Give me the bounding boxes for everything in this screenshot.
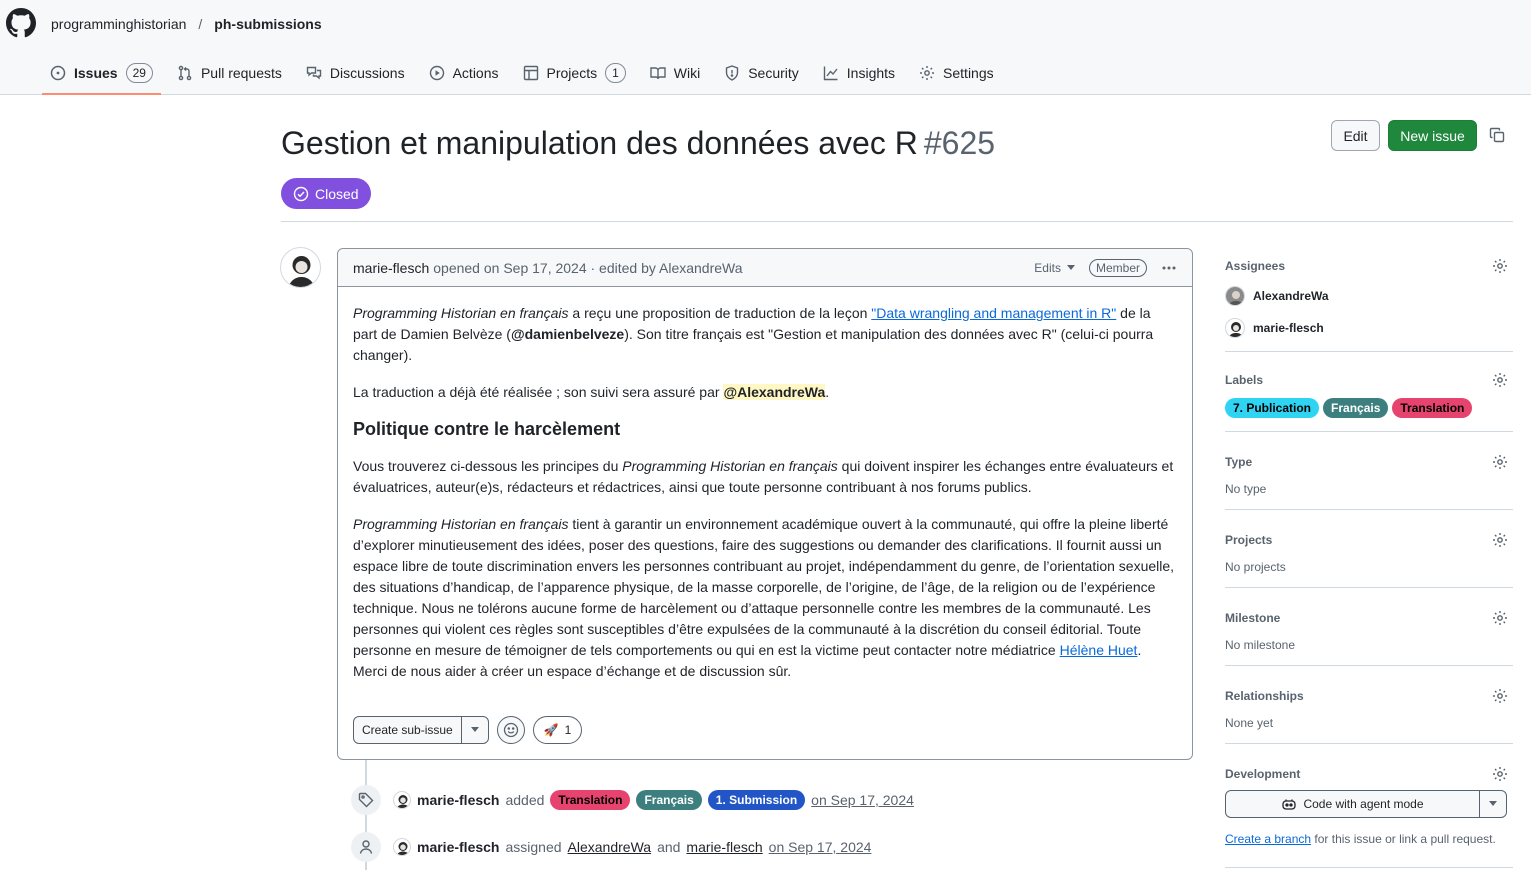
projects-value: No projects xyxy=(1225,560,1286,574)
repo-nav-tabs xyxy=(42,56,1010,94)
user-mention[interactable]: @AlexandreWa xyxy=(723,384,826,400)
timeline-author-link[interactable]: marie-flesch xyxy=(417,839,500,855)
comment-paragraph xyxy=(353,303,1177,366)
paragraph-text: Vous trouverez ci-dessous les principes du xyxy=(353,458,623,474)
comment-author-link[interactable]: marie-flesch xyxy=(353,259,430,276)
relationships-title: Relationships xyxy=(1225,689,1304,703)
label-submission[interactable]: 1. Submission xyxy=(708,790,805,810)
tab-settings[interactable] xyxy=(911,56,1002,90)
comment-meta: opened on Sep 17, 2024 · edited by AlexandreWa xyxy=(433,259,743,276)
emphasis-text: Programming Historian en français xyxy=(353,516,569,532)
triangle-down-icon xyxy=(1489,801,1497,807)
timeline-event-labeled xyxy=(351,785,914,815)
timeline-action: added xyxy=(505,792,545,808)
paragraph-text: a reçu une proposition de traduction de la leçon xyxy=(568,305,872,321)
sidebar-label-list xyxy=(1225,398,1513,418)
sidebar-section-header xyxy=(1225,454,1513,470)
label-translation[interactable]: Translation xyxy=(1392,398,1472,418)
book-icon xyxy=(650,65,666,81)
assignee-name: AlexandreWa xyxy=(1253,289,1329,303)
label-francais[interactable]: Français xyxy=(1323,398,1388,418)
gear-icon[interactable] xyxy=(1492,532,1508,548)
type-title: Type xyxy=(1225,455,1253,469)
rocket-reaction-button[interactable] xyxy=(533,716,583,744)
triangle-down-icon xyxy=(471,727,479,733)
comment-heading: Politique contre le harcèlement xyxy=(353,419,621,439)
timeline-author-link[interactable]: marie-flesch xyxy=(417,792,500,808)
sidebar-section-header xyxy=(1225,766,1513,782)
copy-icon[interactable] xyxy=(1489,127,1505,143)
repo-header xyxy=(0,0,1531,95)
lesson-link[interactable]: "Data wrangling and management in R" xyxy=(871,305,1117,321)
paragraph-text: qui doivent inspirer les échanges entre évaluateurs et évaluatrices, auteur(e)s, rédacteurs et rédactrices, ainsi que toute personne contribuant à nos forums publics. xyxy=(353,458,1174,495)
repo-owner-link[interactable]: programminghistorian xyxy=(51,16,187,32)
issue-opened-icon xyxy=(50,65,66,81)
code-with-agent-menu-button[interactable] xyxy=(1480,791,1506,817)
label-francais[interactable]: Français xyxy=(636,790,701,810)
development-note xyxy=(1225,832,1513,846)
assignee-link[interactable]: marie-flesch xyxy=(686,839,763,855)
projects-count-badge: 1 xyxy=(605,63,626,83)
person-icon xyxy=(358,839,374,855)
avatar[interactable] xyxy=(393,838,411,856)
check-circle-icon xyxy=(293,186,309,202)
avatar xyxy=(1225,318,1245,338)
triangle-down-icon xyxy=(1067,265,1075,271)
gear-icon[interactable] xyxy=(1492,372,1508,388)
issue-state-badge xyxy=(281,178,371,209)
tab-security[interactable] xyxy=(716,56,807,90)
timeline-date-link[interactable]: on Sep 17, 2024 xyxy=(768,839,872,855)
comment-body xyxy=(338,287,1192,714)
gear-icon xyxy=(919,65,935,81)
tab-wiki-label: Wiki xyxy=(673,65,701,81)
tab-projects[interactable] xyxy=(515,56,634,90)
sidebar-assignee[interactable] xyxy=(1225,318,1513,338)
emphasis-text: Programming Historian en français xyxy=(622,458,838,474)
mediator-link[interactable]: Hélène Huet xyxy=(1059,642,1138,658)
sidebar-section-header xyxy=(1225,688,1513,704)
sidebar-assignee[interactable] xyxy=(1225,286,1513,306)
comment-paragraph xyxy=(353,514,1177,682)
relationships-value: None yet xyxy=(1225,716,1274,730)
tab-actions-label: Actions xyxy=(452,65,499,81)
breadcrumb xyxy=(51,16,322,32)
tab-pull-requests-label: Pull requests xyxy=(200,65,282,81)
kebab-horizontal-icon[interactable] xyxy=(1161,260,1177,276)
labels-title: Labels xyxy=(1225,373,1264,387)
member-badge: Member xyxy=(1089,259,1147,277)
copilot-icon xyxy=(1281,797,1297,811)
github-logo-icon[interactable] xyxy=(6,8,36,38)
gear-icon[interactable] xyxy=(1492,610,1508,626)
code-with-agent-label: Code with agent mode xyxy=(1303,797,1424,811)
title-divider xyxy=(281,221,1513,222)
issue-body-comment xyxy=(337,248,1193,760)
type-value: No type xyxy=(1225,482,1267,496)
create-sub-issue-menu-button[interactable] xyxy=(462,717,488,743)
timeline-badge xyxy=(351,785,381,815)
avatar[interactable] xyxy=(393,791,411,809)
paragraph-text: . xyxy=(825,384,830,400)
label-publication[interactable]: 7. Publication xyxy=(1225,398,1319,418)
sidebar-section-header xyxy=(1225,258,1513,274)
edit-title-button[interactable]: Edit xyxy=(1331,120,1380,151)
issue-title-text: Gestion et manipulation des données avec R xyxy=(281,125,918,161)
issue-sidebar xyxy=(1225,248,1513,868)
projects-title: Projects xyxy=(1225,533,1273,547)
sidebar-labels xyxy=(1225,352,1513,432)
comment-actions xyxy=(353,716,582,744)
sidebar-milestone xyxy=(1225,588,1513,666)
create-branch-link[interactable]: Create a branch xyxy=(1225,832,1312,846)
sidebar-section-header xyxy=(1225,372,1513,388)
rocket-icon: 🚀 xyxy=(543,723,559,737)
sidebar-assignees xyxy=(1225,248,1513,352)
gear-icon[interactable] xyxy=(1492,688,1508,704)
development-title: Development xyxy=(1225,767,1301,781)
git-pull-request-icon xyxy=(177,65,193,81)
graph-icon xyxy=(823,65,839,81)
tab-actions[interactable] xyxy=(421,56,507,90)
tab-issues-label: Issues xyxy=(74,65,118,81)
sidebar-relationships xyxy=(1225,666,1513,744)
paragraph-text: de la part de Damien Belvèze ( xyxy=(353,305,1151,342)
paragraph-text: tient à garantir un environnement académique ouvert à la communauté, qui offre la pleine liberté d’explorer minutieusement des idées, poser des questions, faire des suggestions ou demander des clarifications. Il fournit aussi un espace libre de toute discrimination envers les personnes contribuant au projet, indépendamment du genre, de l’orientation sexuelle, des situations d’handicap, de l’apparence physique, de la masse corporelle, de l’origine, de l’âge, de la religion ou de l’expérience technique. Nous ne tolérons aucune forme de harcèlement ou d’attaque personnelle contre les membres de la communauté. Les personnes qui violent ces règles sont susceptibles d’être expulsées de la communauté à la discrétion du conseil éditorial. Toute personne en mesure de témoigner de tels comportements ou qui en est la victime peut contacter notre médiatrice xyxy=(353,516,1175,658)
gear-icon[interactable] xyxy=(1492,454,1508,470)
emphasis-text: Programming Historian en français xyxy=(353,305,569,321)
comment-paragraph xyxy=(353,382,1177,403)
milestone-value: No milestone xyxy=(1225,638,1296,652)
timeline-event-assigned xyxy=(351,832,871,862)
comment-discussion-icon xyxy=(306,65,322,81)
sidebar-development xyxy=(1225,744,1513,868)
avatar xyxy=(1225,286,1245,306)
paragraph-text: . Merci de nous aider à créer un espace d’échange et de discussion sûr. xyxy=(353,642,1142,679)
sidebar-section-header xyxy=(1225,610,1513,626)
timeline-date-link[interactable]: on Sep 17, 2024 xyxy=(811,792,914,808)
issues-count-badge: 29 xyxy=(126,63,153,83)
sidebar-projects xyxy=(1225,510,1513,588)
assignees-title: Assignees xyxy=(1225,259,1286,273)
comment-paragraph xyxy=(353,456,1177,498)
gear-icon[interactable] xyxy=(1492,766,1508,782)
sidebar-section-header xyxy=(1225,532,1513,548)
assignee-link[interactable]: AlexandreWa xyxy=(567,839,652,855)
tab-issues[interactable] xyxy=(42,56,161,90)
add-reaction-button[interactable] xyxy=(497,716,525,744)
tab-insights-label: Insights xyxy=(846,65,896,81)
sidebar-type xyxy=(1225,432,1513,510)
assignee-name: marie-flesch xyxy=(1253,321,1324,335)
milestone-title: Milestone xyxy=(1225,611,1281,625)
new-issue-button[interactable]: New issue xyxy=(1388,120,1477,151)
create-sub-issue-button[interactable]: Create sub-issue xyxy=(354,717,462,743)
issue-state-label: Closed xyxy=(315,185,359,202)
tab-discussions-label: Discussions xyxy=(329,65,405,81)
play-icon xyxy=(429,65,445,81)
code-with-agent-split-button xyxy=(1225,790,1507,818)
code-with-agent-button[interactable] xyxy=(1226,791,1480,817)
gear-icon[interactable] xyxy=(1492,258,1508,274)
user-mention[interactable]: @damienbelveze xyxy=(510,326,625,342)
tab-wiki[interactable] xyxy=(642,56,708,90)
label-translation[interactable]: Translation xyxy=(550,790,630,810)
issue-title xyxy=(281,125,995,162)
comment-header xyxy=(338,249,1192,287)
edits-dropdown[interactable] xyxy=(1034,261,1075,275)
edits-label: Edits xyxy=(1034,260,1061,275)
author-avatar[interactable] xyxy=(280,247,321,288)
shield-icon xyxy=(724,65,740,81)
create-sub-issue-split-button xyxy=(353,716,489,744)
reaction-count: 1 xyxy=(564,723,572,737)
timeline-action: assigned xyxy=(505,839,562,855)
tab-insights[interactable] xyxy=(815,56,903,90)
smiley-icon xyxy=(503,722,519,738)
development-note-text: for this issue or link a pull request. xyxy=(1311,832,1496,846)
breadcrumb-separator: / xyxy=(198,16,203,32)
issue-number: #625 xyxy=(923,125,996,161)
tab-settings-label: Settings xyxy=(943,65,994,81)
tag-icon xyxy=(358,792,374,808)
timeline-conjunction: and xyxy=(657,839,681,855)
tab-discussions[interactable] xyxy=(298,56,413,90)
repo-name-link[interactable]: ph-submissions xyxy=(214,16,322,32)
timeline-badge xyxy=(351,832,381,862)
paragraph-text: ). Son titre français est "Gestion et manipulation des données avec R" (celui-ci pourra changer). xyxy=(353,326,1154,363)
paragraph-text: La traduction a déjà été réalisée ; son suivi sera assuré par xyxy=(353,384,724,400)
tab-security-label: Security xyxy=(748,65,799,81)
tab-projects-label: Projects xyxy=(546,65,598,81)
tab-pull-requests[interactable] xyxy=(169,56,290,90)
table-icon xyxy=(523,65,539,81)
